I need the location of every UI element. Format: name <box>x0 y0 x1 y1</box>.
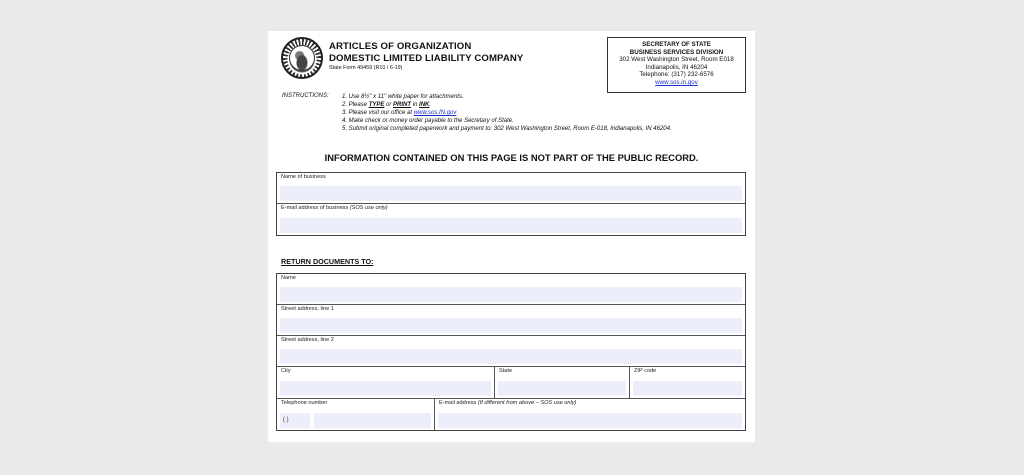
return-name-input[interactable] <box>280 287 742 302</box>
business-email-input[interactable] <box>280 218 742 233</box>
return-email-input[interactable] <box>438 413 742 428</box>
instructions-list <box>342 93 672 133</box>
return-documents-heading: RETURN DOCUMENTS TO: <box>281 257 374 266</box>
agency-phone: Telephone: (317) 232-6576 <box>639 71 714 79</box>
zip-input[interactable] <box>633 381 742 396</box>
agency-division: BUSINESS SERVICES DIVISION <box>629 48 724 56</box>
business-name-label: Name of business <box>281 174 326 180</box>
business-info-section <box>276 172 746 236</box>
business-email-row <box>277 204 745 235</box>
form-number: State Form 49459 (R10 / 6-19) <box>329 65 403 71</box>
phone-email-row <box>277 399 745 430</box>
phone-number-input[interactable] <box>314 413 431 428</box>
zip-label: ZIP code <box>634 368 657 374</box>
agency-name: SECRETARY OF STATE <box>642 41 711 48</box>
instruction-item-3: 3. Please visit our office at www.sos.IN.gov <box>342 110 457 116</box>
phone-area-code-input[interactable]: ( ) <box>280 413 310 428</box>
sos-website-link[interactable]: www.sos.IN.gov <box>413 110 457 116</box>
business-email-label: E-mail address of business (SOS use only) <box>281 205 388 211</box>
city-label: City <box>281 368 291 374</box>
street1-row <box>277 305 745 336</box>
return-email-label: E-mail address (If different from above – SOS use only) <box>439 400 577 406</box>
instruction-item-5: 5. Submit original completed paperwork and payment to: 302 West Washington Street, Room E-018, Indianapolis, IN 46204. <box>342 126 672 132</box>
return-name-label: Name <box>281 275 296 281</box>
agency-address: 302 West Washington Street, Room E018 <box>619 56 734 64</box>
street1-label: Street address, line 1 <box>281 306 334 312</box>
business-name-row <box>277 173 745 204</box>
city-state-zip-row <box>277 367 745 399</box>
street1-input[interactable] <box>280 318 742 333</box>
business-name-input[interactable] <box>280 186 742 201</box>
state-input[interactable] <box>498 381 626 396</box>
instructions-label: INSTRUCTIONS: <box>282 93 329 99</box>
street2-row <box>277 336 745 367</box>
street2-label: Street address, line 2 <box>281 337 334 343</box>
instruction-item-2: 2. Please TYPE or PRINT in INK. <box>342 102 432 108</box>
form-title-line2: DOMESTIC LIMITED LIABILITY COMPANY <box>329 52 524 64</box>
form-title <box>329 41 523 64</box>
street2-input[interactable] <box>280 349 742 364</box>
instruction-item-1: 1. Use 8½" x 11" white paper for attachments. <box>342 94 464 100</box>
public-record-notice: INFORMATION CONTAINED ON THIS PAGE IS NOT PART OF THE PUBLIC RECORD. <box>324 152 699 163</box>
indiana-state-seal-icon <box>281 37 323 79</box>
agency-info-box <box>607 37 746 93</box>
return-documents-section <box>276 273 746 431</box>
form-page <box>268 31 755 442</box>
instruction-item-4: 4. Make check or money order payable to the Secretary of State. <box>342 118 514 124</box>
agency-website-link[interactable]: www.sos.in.gov <box>655 78 698 86</box>
agency-city: Indianapolis, IN 46204 <box>645 63 708 71</box>
state-label: State <box>499 368 513 374</box>
return-name-row <box>277 274 745 305</box>
phone-label: Telephone number <box>281 400 328 406</box>
form-title-line1: ARTICLES OF ORGANIZATION <box>329 41 472 52</box>
city-input[interactable] <box>280 381 491 396</box>
